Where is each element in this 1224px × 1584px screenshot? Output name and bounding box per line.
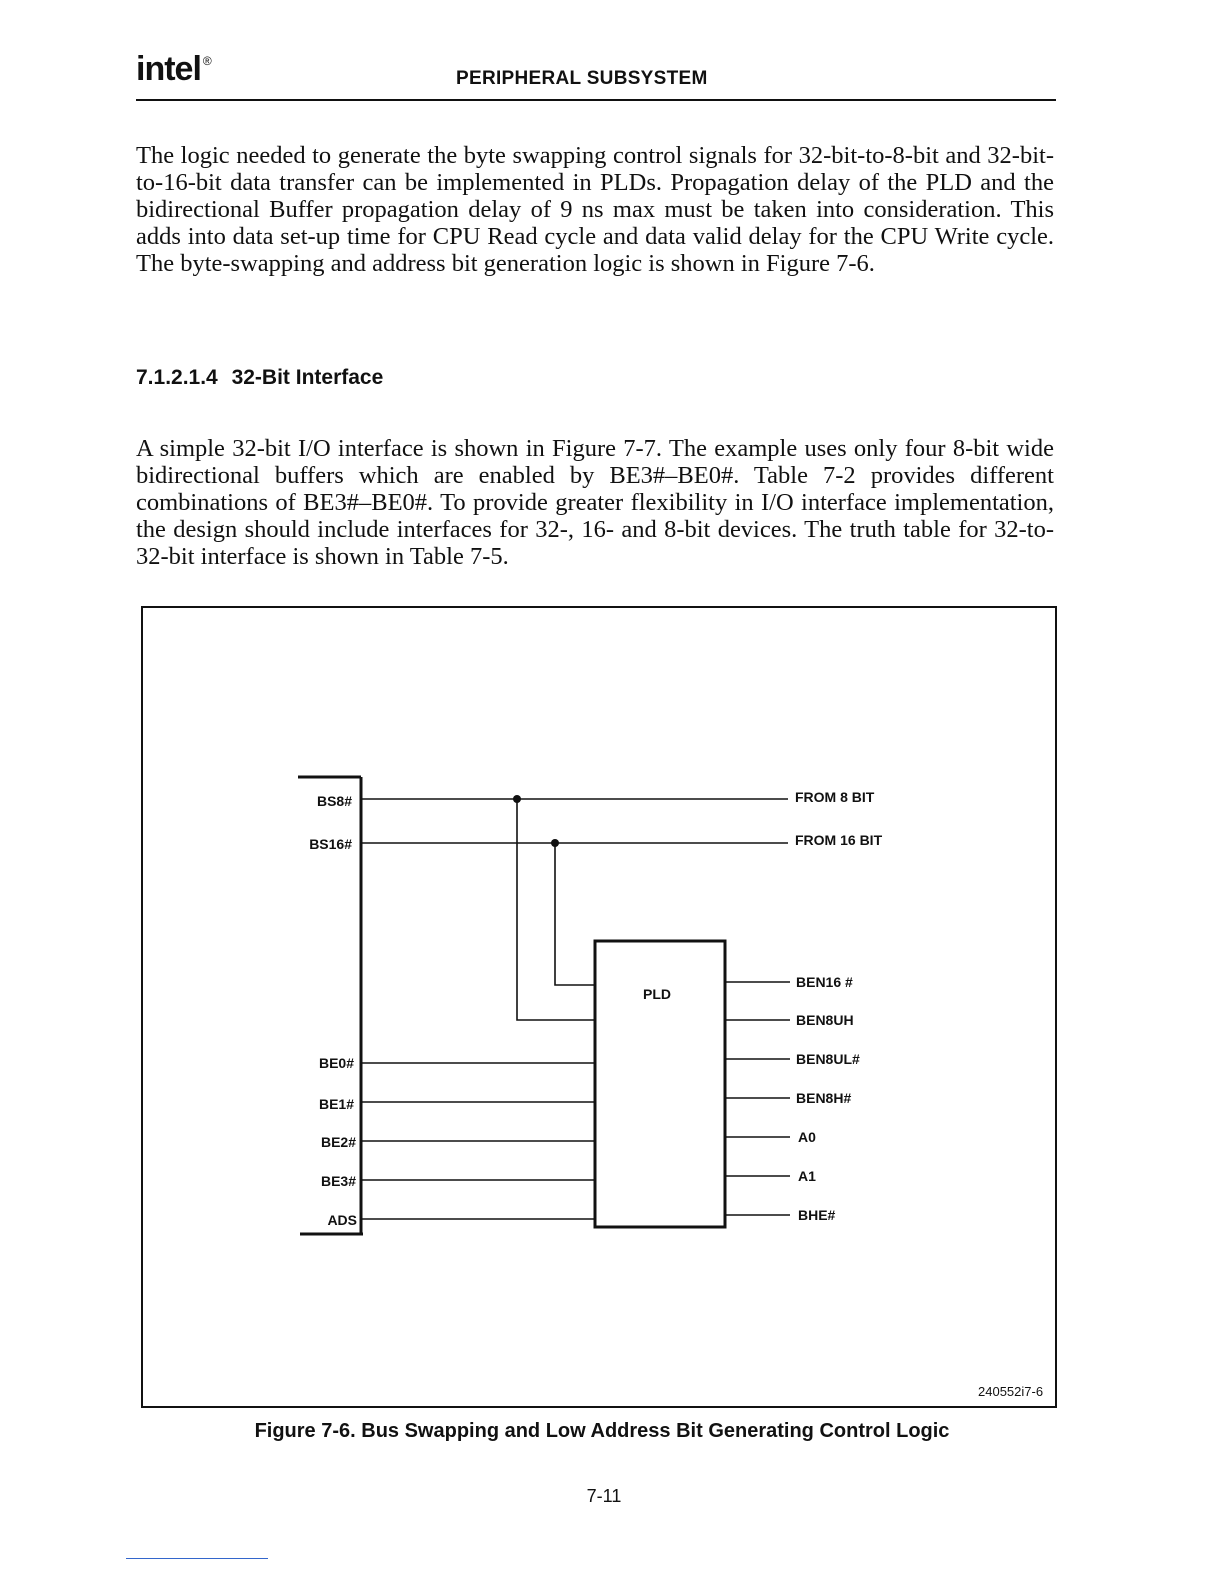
body-paragraph-1: The logic needed to generate the byte swapping control signals for 32-bit-to-8-bit and 32-bit-to-16-bit data transfer can be implemented in PLDs. Propagation delay of the PLD and the bidirectional Buffer propagation delay of 9 ns max must be taken into consideration. This adds into data set-up time for CPU Read cycle and data valid delay for the CPU Write cycle. The byte-swapping and address bit generation logic is shown in Figure 7-6. bbox=[136, 142, 1054, 277]
pld-block bbox=[595, 941, 725, 1227]
signal-label-bs16: BS16# bbox=[309, 836, 352, 852]
body-paragraph-2: A simple 32-bit I/O interface is shown in Figure 7-7. The example uses only four 8-bit wide bidirectional buffers which are enabled by BE3#–BE0#. Table 7-2 provides different combinations of BE3#–BE0#. To provide greater flexibility in I/O interface implementation, the design should include interfaces for 32-, 16- and 8-bit devices. The truth table for 32-to-32-bit interface is shown in Table 7-5. bbox=[136, 435, 1054, 570]
section-heading-title: 32-Bit Interface bbox=[231, 366, 384, 389]
running-header-title: PERIPHERAL SUBSYSTEM bbox=[456, 68, 708, 89]
junction-dot-bs16 bbox=[551, 839, 559, 847]
figure-caption: Figure 7-6. Bus Swapping and Low Address Bit Generating Control Logic bbox=[254, 1420, 950, 1442]
input-label-from-8bit: FROM 8 BIT bbox=[795, 789, 875, 805]
signal-label-ads: ADS bbox=[327, 1212, 357, 1228]
output-label-a1: A1 bbox=[798, 1168, 816, 1184]
page-number: 7-11 bbox=[586, 1486, 622, 1506]
footer-underline bbox=[126, 1558, 268, 1559]
output-label-ben8uh: BEN8UH bbox=[796, 1012, 854, 1028]
intel-logo: intel ® bbox=[136, 50, 211, 88]
output-label-bhe: BHE# bbox=[798, 1207, 836, 1223]
signal-label-bs8: BS8# bbox=[316, 793, 352, 809]
signal-label-be2: BE2# bbox=[320, 1134, 356, 1150]
byte-enable-wires bbox=[361, 1063, 594, 1219]
output-label-ben16: BEN16 # bbox=[796, 974, 853, 990]
output-label-a0: A0 bbox=[798, 1129, 816, 1145]
output-label-ben8h: BEN8H# bbox=[796, 1090, 852, 1106]
pld-output-wires bbox=[725, 982, 790, 1215]
input-label-from-16bit: FROM 16 BIT bbox=[795, 832, 883, 848]
pld-label: PLD bbox=[643, 986, 671, 1002]
output-label-ben8ul: BEN8UL# bbox=[796, 1051, 860, 1067]
junction-dot-bs8 bbox=[513, 795, 521, 803]
signal-label-be1: BE1# bbox=[318, 1096, 354, 1112]
signal-label-be0: BE0# bbox=[318, 1055, 354, 1071]
figure-id: 240552i7-6 bbox=[978, 1384, 1044, 1399]
section-heading-number: 7.1.2.1.4 bbox=[136, 366, 218, 389]
signal-label-be3: BE3# bbox=[320, 1173, 356, 1189]
